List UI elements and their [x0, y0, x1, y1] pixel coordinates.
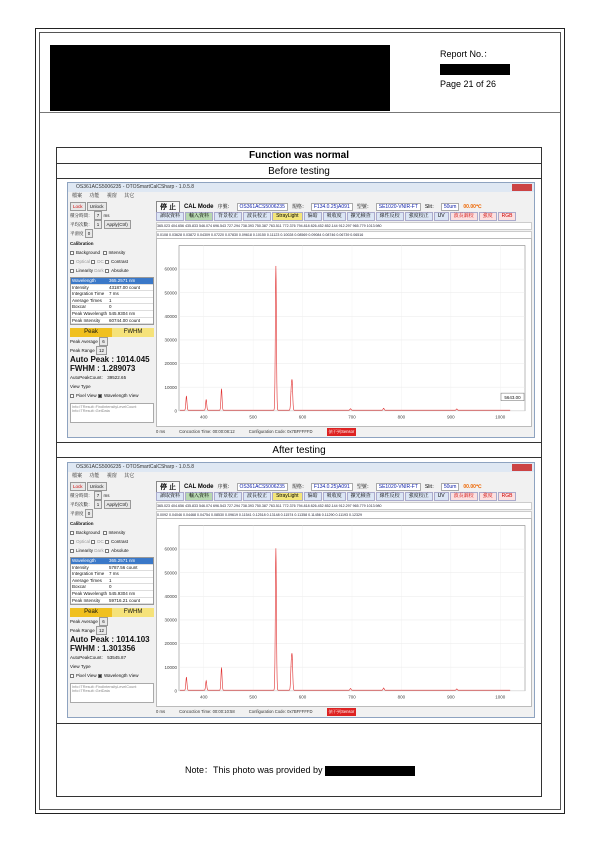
x-tick-label: 500: [249, 414, 257, 420]
spectrum-peak-point: [350, 688, 351, 689]
table-cell-key: Intensity: [72, 564, 89, 570]
table-row[interactable]: [71, 571, 153, 578]
status-position: 0 ms: [156, 429, 166, 434]
intensity-label: Intensity: [108, 250, 126, 255]
y-tick-label: 30000: [164, 337, 177, 343]
right-panel: [156, 482, 532, 707]
log-line: Info:ITResult::GetData: [72, 409, 110, 414]
tab-item[interactable]: 輸入資料: [185, 212, 213, 221]
menu-function[interactable]: 功能: [89, 193, 100, 199]
autopeak-count-label: AutoPeakCount：: [70, 655, 107, 661]
table-cell-value: 43187.00 count: [109, 284, 141, 290]
window-title: OS361ACS5006235 - OTOSmartCalCSharp - 1.0.5.8: [76, 184, 195, 190]
spectrum-chart: [157, 519, 531, 706]
view-type-label: View Type: [70, 664, 91, 670]
coef-a: 0.0092 0.04046 0.04468 0.04754 0.08530 0.09619 0.11541 0.12518 0.13148 0.11574 0.11358 0.11456 0.11290 0.11193 0.12329: [157, 513, 362, 517]
stop-button[interactable]: 停 止: [156, 481, 180, 493]
y-tick-label: 50000: [164, 290, 177, 296]
x-tick-label: 800: [397, 414, 406, 420]
slit-value: 50um: [441, 483, 460, 491]
spectrum-plot[interactable]: [156, 518, 532, 707]
table-cell-key: Intensity: [72, 284, 89, 290]
spectrum-peak-point: [383, 688, 384, 689]
pixel-view-radio[interactable]: [70, 394, 74, 398]
log-box[interactable]: [70, 403, 154, 423]
absolute-radio[interactable]: [105, 549, 109, 553]
y-tick-label: 20000: [164, 641, 177, 647]
smooth-label: 平滑度: [70, 511, 84, 516]
x-tick-label: 400: [199, 414, 208, 420]
table-cell-value: 1: [109, 297, 112, 303]
spectrum-peak-point: [291, 666, 292, 667]
report-header: [40, 33, 560, 113]
temperature-readout: 00.00℃: [463, 483, 482, 490]
device-toolbar: [156, 482, 532, 491]
report-page: [35, 28, 565, 814]
spectrum-peak-point: [206, 680, 207, 681]
x-tick-label: 900: [447, 694, 455, 700]
integration-input[interactable]: 7: [94, 491, 103, 500]
peak-button[interactable]: Peak: [70, 328, 112, 337]
tab-item[interactable]: 吸收度: [323, 492, 346, 501]
spectrum-peak-point: [456, 689, 457, 690]
spectrum-peak-point: [276, 266, 277, 267]
window-close-button[interactable]: [512, 184, 532, 191]
tab-item[interactable]: 線性反校: [376, 212, 404, 221]
table-row[interactable]: [71, 558, 153, 565]
menu-window[interactable]: 視窗: [106, 473, 117, 479]
integration-unit: ms: [103, 493, 110, 498]
tab-item[interactable]: 波長調校: [450, 492, 478, 501]
y-tick-label: 20000: [164, 361, 177, 367]
tab-item[interactable]: RGB: [498, 212, 517, 221]
unlock-button[interactable]: Unlock: [87, 202, 107, 211]
menu-bar: [68, 192, 534, 200]
tab-item[interactable]: 背景校正: [214, 492, 242, 501]
y-tick-label: 60000: [164, 266, 177, 272]
tab-item[interactable]: RGB: [498, 492, 517, 501]
table-row[interactable]: [71, 278, 153, 285]
y-tick-label: 10000: [164, 384, 177, 390]
test-table: [56, 147, 542, 797]
peak-average-label: Peak Average: [70, 339, 98, 345]
photo-note: [36, 763, 564, 776]
x-tick-label: 400: [199, 694, 208, 700]
status-bar: [156, 708, 532, 716]
y-tick-label: 30000: [164, 617, 177, 623]
table-cell-value: 545.9304 nm: [109, 590, 136, 596]
intensity-checkbox[interactable]: [103, 531, 107, 535]
spectrum-peak-point: [221, 667, 222, 668]
table-cell-value: 7 ms: [109, 291, 119, 297]
table-row[interactable]: [71, 584, 153, 591]
integration-label: 積分時間：: [70, 493, 93, 498]
unlock-button[interactable]: Unlock: [87, 482, 107, 491]
serial-value: OS361ACS5006235: [237, 483, 288, 491]
contrast-radio[interactable]: [105, 260, 109, 264]
table-row[interactable]: [71, 578, 153, 585]
spectrum-plot[interactable]: [156, 238, 532, 427]
fwhm-button[interactable]: FWHM: [112, 328, 154, 337]
wavelength-view-label: Wavelength View: [103, 393, 139, 399]
dc-checkbox[interactable]: [91, 540, 95, 544]
left-panel: Lock Unlock 積分時間： 7 ms 平均次數： 1 Apply(Ctrl) 平滑度 0 Calibration Background Intensity Optical DC Contrast Linearity Dark Absolute Wavelength 365.2571 nm Intensity 43187.00 count Integration Time 7 ms Average Times 1 Boxcar 0 Peak Wavelength 545.9304 nm Peak Intensity 60744.00 count Peak FWHM Peak Average 6 Peak Range 12 Auto Peak : 1014.045 FWHM : 1.289073 AutoPeakCount： 39522.65 View Type Pixel View Wavelength View Info:ITResult::FindIntensityLevelCount Info:ITResult::GetData: [70, 202, 154, 427]
x-tick-label: 1000: [495, 694, 506, 700]
bottom-divider: [57, 723, 541, 724]
status-conn-time: Concoction Time: 00:00:08:12: [179, 429, 235, 434]
table-cell-key: Integration Time: [72, 571, 105, 577]
y-tick-label: 50000: [164, 570, 177, 576]
table-cell-key: Peak Intensity: [72, 597, 101, 603]
table-cell-value: 1: [109, 577, 112, 583]
table-row[interactable]: [71, 318, 153, 325]
table-row[interactable]: [71, 565, 153, 572]
peak-fwhm-bar: [70, 328, 154, 337]
peak-average-label: Peak Average: [70, 619, 98, 625]
dark-label: Dark: [94, 548, 104, 553]
redacted-provider: [325, 766, 415, 776]
optical-checkbox[interactable]: [70, 540, 74, 544]
fwhm-value: 1.301356: [102, 644, 136, 654]
menu-window[interactable]: 視窗: [106, 193, 117, 199]
model-value: F134.0.25)A091: [311, 483, 353, 491]
x-tick-label: 700: [348, 694, 356, 700]
function-tabs: [156, 492, 532, 501]
function-tabs: [156, 212, 532, 221]
apply-button[interactable]: Apply(Ctrl): [104, 500, 131, 509]
menu-other[interactable]: 其它: [124, 473, 135, 479]
spectrum-peak-point: [206, 399, 207, 400]
menu-other[interactable]: 其它: [124, 193, 135, 199]
coef-header: 365.023 404.656 435.833 546.074 696.543 727.294 738.393 750.387 763.511 772.376 794.818 826.452 852.144 912.297 965.779 1013.980: [157, 224, 382, 228]
table-row[interactable]: [71, 311, 153, 318]
optical-label: Optical: [76, 539, 91, 544]
redacted-report-no: [440, 64, 510, 75]
tab-item[interactable]: StrayLight: [272, 492, 303, 501]
right-panel: [156, 202, 532, 427]
cursor-label: 5643.00: [504, 394, 521, 401]
log-line: Info:ITResult::FindIntensityLevelCount: [72, 685, 137, 690]
tab-item[interactable]: UV: [434, 492, 449, 501]
measurement-table: [70, 277, 154, 325]
lock-button[interactable]: Lock: [70, 202, 86, 211]
x-tick-label: 1000: [495, 414, 506, 420]
spectrum-peak-point: [276, 548, 277, 549]
type-label: 型號：: [356, 204, 372, 210]
photo-note-text: Note：This photo was provided by: [184, 765, 323, 775]
average-input[interactable]: 1: [94, 500, 103, 509]
spectrum-peak-point: [292, 659, 293, 660]
slit-value: 50um: [441, 203, 460, 211]
log-line: Info:ITResult::GetData: [72, 689, 110, 694]
window-titlebar: [68, 463, 534, 472]
table-title-row: Function was normal: [57, 148, 541, 164]
absolute-radio[interactable]: [105, 269, 109, 273]
model-label: 規格：: [291, 204, 307, 210]
after-label-row: After testing: [57, 442, 541, 458]
fwhm-result-label: FWHM: [70, 364, 95, 374]
contrast-radio[interactable]: [105, 540, 109, 544]
sensor-warning-badge: 偵不到Sensor: [328, 709, 355, 714]
table-cell-key: Average Times: [72, 577, 102, 583]
table-cell-key: Average Times: [72, 297, 102, 303]
view-type-label: View Type: [70, 384, 91, 390]
peak-fwhm-bar: [70, 608, 154, 617]
table-cell-value: 60744.00 count: [109, 317, 141, 323]
table-cell-value: 59716.21 count: [109, 597, 141, 603]
contrast-label: Contrast: [111, 259, 129, 264]
wavelength-view-radio[interactable]: [98, 394, 102, 398]
report-no-label: Report No.：: [440, 49, 493, 59]
pixel-view-label: Pixel View: [76, 673, 97, 679]
table-cell-value: 545.9304 nm: [109, 310, 136, 316]
window-close-button[interactable]: [512, 464, 532, 471]
tab-item[interactable]: 波長校正: [243, 212, 271, 221]
type-value: SE1020-VNIR-FT: [376, 203, 421, 211]
menu-file[interactable]: 檔案: [72, 473, 83, 479]
linearity-label: Linearity: [76, 548, 94, 553]
background-checkbox[interactable]: [70, 251, 74, 255]
smooth-label: 平滑度: [70, 231, 84, 236]
spectrum-peak-point: [221, 389, 222, 390]
status-config-code: Configuration Code: 0x7BFFFFFD: [248, 709, 313, 714]
peak-range-label: Peak Range: [70, 348, 95, 354]
slit-label: Slit：: [424, 204, 437, 210]
table-cell-key: Peak Intensity: [72, 317, 101, 323]
autopeak-count-value: 53545.87: [107, 655, 127, 661]
absolute-label: Absolute: [111, 268, 129, 273]
device-toolbar: [156, 202, 532, 211]
serial-label: 序號：: [217, 204, 233, 210]
calibration-heading: Calibration: [70, 241, 94, 246]
table-row[interactable]: [71, 298, 153, 305]
x-tick-label: 600: [298, 414, 307, 420]
peak-average-select[interactable]: 6: [99, 337, 108, 346]
slit-label: Slit：: [424, 484, 437, 490]
peak-button[interactable]: Peak: [70, 608, 112, 617]
measurement-table: [70, 557, 154, 605]
stop-button[interactable]: 停 止: [156, 201, 180, 213]
log-line: Info:ITResult::FindIntensityLevelCount: [72, 405, 137, 410]
optical-checkbox[interactable]: [70, 260, 74, 264]
cal-mode-label: CAL Mode: [183, 203, 214, 210]
after-screenshot: [67, 462, 535, 718]
y-tick-label: 60000: [164, 546, 177, 552]
tab-item[interactable]: StrayLight: [272, 212, 303, 221]
lock-button[interactable]: Lock: [70, 482, 86, 491]
spectrum-peak-point: [292, 384, 293, 385]
peak-range-label: Peak Range: [70, 628, 95, 634]
y-tick-label: 0: [174, 408, 177, 414]
spectrum-peak-point: [186, 396, 187, 397]
table-cell-key: Peak Wavelength: [72, 310, 108, 316]
report-meta: [440, 47, 560, 92]
spectrum-chart: [157, 239, 531, 426]
x-tick-label: 600: [298, 694, 307, 700]
linearity-checkbox[interactable]: [70, 549, 74, 553]
y-tick-label: 40000: [164, 313, 177, 320]
table-cell-key: Peak Wavelength: [72, 590, 108, 596]
x-tick-label: 800: [397, 694, 406, 700]
smooth-input[interactable]: 0: [85, 509, 94, 518]
intensity-label: Intensity: [108, 530, 126, 535]
background-label: Background: [76, 250, 101, 255]
y-tick-label: 40000: [164, 593, 177, 600]
table-cell-key: Wavelength: [72, 278, 96, 283]
fwhm-value: 1.289073: [102, 364, 136, 374]
dc-label: DC: [97, 539, 104, 544]
y-tick-label: 0: [174, 688, 177, 694]
table-cell-key: Boxcar: [72, 304, 87, 310]
autopeak-count-value: 39522.65: [107, 375, 127, 381]
table-row[interactable]: [71, 285, 153, 292]
tab-item[interactable]: 強度校正: [405, 492, 433, 501]
linearity-checkbox[interactable]: [70, 269, 74, 273]
before-screenshot: [67, 182, 535, 438]
x-tick-label: 500: [249, 694, 257, 700]
table-cell-value: 5787.56 count: [109, 564, 138, 570]
tab-item[interactable]: 強度校正: [405, 212, 433, 221]
model-label: 規格：: [291, 484, 307, 490]
fwhm-result-label: FWHM: [70, 644, 95, 654]
x-tick-label: 900: [447, 414, 455, 420]
auto-peak-label: Auto Peak :: [70, 355, 115, 365]
autopeak-count-label: AutoPeakCount：: [70, 375, 107, 381]
model-value: F134.0.25)A091: [311, 203, 353, 211]
table-cell-value: 365.2571 nm: [109, 278, 136, 283]
log-box[interactable]: [70, 683, 154, 703]
tab-item[interactable]: 線性反校: [376, 492, 404, 501]
peak-range-select[interactable]: 12: [96, 346, 107, 355]
serial-value: OS361ACS5006235: [237, 203, 288, 211]
calibration-heading: Calibration: [70, 521, 94, 526]
table-cell-value: 7 ms: [109, 571, 119, 577]
integration-label: 積分時間：: [70, 213, 93, 218]
serial-label: 序號：: [217, 484, 233, 490]
tab-item[interactable]: 強度: [479, 492, 497, 501]
peak-average-select[interactable]: 6: [99, 617, 108, 626]
redacted-logo-block: [50, 45, 390, 111]
pixel-view-label: Pixel View: [76, 393, 97, 399]
table-cell-key: Wavelength: [72, 558, 96, 563]
coef-a: 0.0108 0.03628 0.03872 0.04309 0.07220 0.07830 0.09618 0.10150 0.11123 0.10028 0.08569 0.09084 0.08746 0.06739 0.06516: [157, 233, 364, 237]
table-row[interactable]: [71, 291, 153, 298]
menu-function[interactable]: 功能: [89, 473, 100, 479]
tab-item[interactable]: 吸收度: [323, 212, 346, 221]
y-tick-label: 10000: [164, 664, 177, 670]
tab-item[interactable]: 輸入資料: [185, 492, 213, 501]
table-cell-value: 0: [109, 584, 112, 590]
status-conn-time: Concoction Time: 00:00:10:58: [179, 709, 235, 714]
table-row[interactable]: [71, 591, 153, 598]
table-row[interactable]: [71, 598, 153, 605]
spectrum-peak-point: [186, 677, 187, 678]
table-cell-value: 365.2571 nm: [109, 558, 136, 563]
left-panel: Lock Unlock 積分時間： 7 ms 平均次數： 1 Apply(Ctrl) 平滑度 0 Calibration Background Intensity Optical DC Contrast Linearity Dark Absolute Wavelength 365.2571 nm Intensity 5787.56 count Integration Time 7 ms Average Times 1 Boxcar 0 Peak Wavelength 545.9304 nm Peak Intensity 59716.21 count Peak FWHM Peak Average 6 Peak Range 12 Auto Peak : 1014.103 FWHM : 1.301356 AutoPeakCount： 53545.87 View Type Pixel View Wavelength View Info:ITResult::FindIntensityLevelCount Info:ITResult::GetData: [70, 482, 154, 707]
tab-item[interactable]: 偏暗: [304, 492, 322, 501]
menu-file[interactable]: 檔案: [72, 193, 83, 199]
average-input[interactable]: 1: [94, 220, 103, 229]
absolute-label: Absolute: [111, 548, 129, 553]
tab-item[interactable]: 擴光檢查: [347, 492, 375, 501]
tab-item[interactable]: 讀取資料: [156, 492, 184, 501]
linearity-label: Linearity: [76, 268, 94, 273]
table-row[interactable]: [71, 304, 153, 311]
apply-button[interactable]: Apply(Ctrl): [104, 220, 131, 229]
coef-header: 365.023 404.656 435.833 546.074 696.543 727.294 738.393 750.387 763.511 772.376 794.818 826.452 852.144 912.297 965.779 1013.980: [157, 504, 382, 508]
contrast-label: Contrast: [111, 539, 129, 544]
type-label: 型號：: [356, 484, 372, 490]
wavelength-view-radio[interactable]: [98, 674, 102, 678]
background-label: Background: [76, 530, 101, 535]
peak-range-select[interactable]: 12: [96, 626, 107, 635]
page-number: Page 21 of 26: [440, 79, 497, 89]
average-label: 平均次數：: [70, 502, 93, 507]
background-checkbox[interactable]: [70, 531, 74, 535]
tab-item[interactable]: 讀取資料: [156, 212, 184, 221]
intensity-checkbox[interactable]: [103, 251, 107, 255]
spectrum-peak-point: [291, 391, 292, 392]
before-label-row: Before testing: [57, 164, 541, 179]
auto-peak-value: 1014.045: [116, 355, 150, 365]
table-cell-value: 0: [109, 304, 112, 310]
tab-item[interactable]: UV: [434, 212, 449, 221]
temperature-readout: 00.00℃: [463, 203, 482, 210]
smooth-input[interactable]: 0: [85, 229, 94, 238]
fwhm-button[interactable]: FWHM: [112, 608, 154, 617]
status-bar: [156, 428, 532, 436]
cal-mode-label: CAL Mode: [183, 483, 214, 490]
wavelength-view-label: Wavelength View: [103, 673, 139, 679]
auto-peak-label: Auto Peak :: [70, 635, 115, 645]
sensor-warning-badge: 偵不到Sensor: [328, 429, 355, 434]
pixel-view-radio[interactable]: [70, 674, 74, 678]
integration-unit: ms: [103, 213, 110, 218]
coef-header-row: [156, 222, 532, 230]
table-cell-key: Boxcar: [72, 584, 87, 590]
menu-bar: [68, 472, 534, 480]
spectrum-peak-point: [350, 408, 351, 409]
average-label: 平均次數：: [70, 222, 93, 227]
coef-header-row: [156, 502, 532, 510]
type-value: SE1020-VNIR-FT: [376, 483, 421, 491]
table-cell-key: Integration Time: [72, 291, 105, 297]
spectrum-peak-point: [383, 408, 384, 409]
optical-label: Optical: [76, 259, 91, 264]
status-config-code: Configuration Code: 0x7BFFFFFD: [248, 429, 313, 434]
dc-label: DC: [97, 259, 104, 264]
tab-item[interactable]: 背景校正: [214, 212, 242, 221]
dc-checkbox[interactable]: [91, 260, 95, 264]
status-position: 0 ms: [156, 709, 166, 714]
spectrum-peak-point: [456, 409, 457, 410]
dark-label: Dark: [94, 268, 104, 273]
tab-item[interactable]: 波長調校: [450, 212, 478, 221]
integration-input[interactable]: 7: [94, 211, 103, 220]
window-title: OS361ACS5006235 - OTOSmartCalCSharp - 1.0.5.8: [76, 464, 195, 470]
x-tick-label: 700: [348, 414, 356, 420]
auto-peak-value: 1014.103: [116, 635, 150, 645]
tab-item[interactable]: 偏暗: [304, 212, 322, 221]
tab-item[interactable]: 波長校正: [243, 492, 271, 501]
window-titlebar: [68, 183, 534, 192]
tab-item[interactable]: 擴光檢查: [347, 212, 375, 221]
tab-item[interactable]: 強度: [479, 212, 497, 221]
